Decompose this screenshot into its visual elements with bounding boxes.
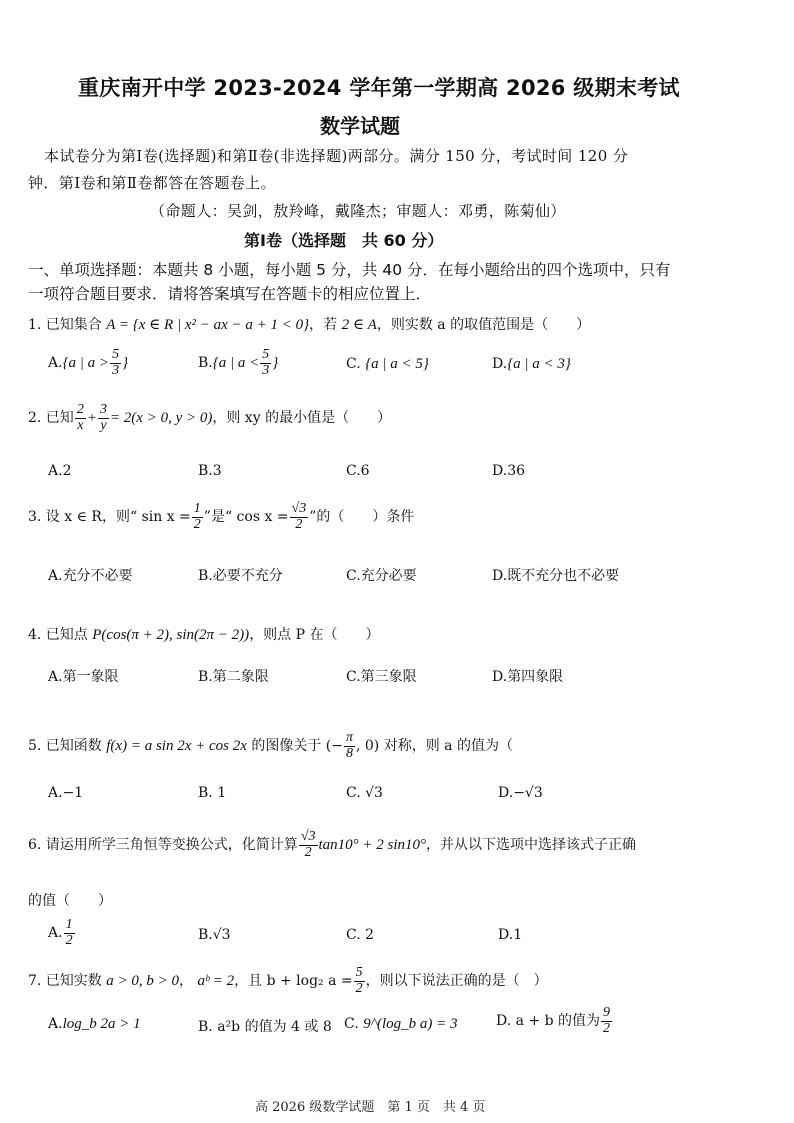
q1-stem-pre: 1. 已知集合 — [28, 317, 107, 333]
q2-option-d — [492, 463, 525, 479]
q2-option-a-text: 2 — [62, 463, 72, 479]
q3-option-b-label: B. — [198, 568, 213, 584]
q7-option-d-label: D. — [496, 1013, 512, 1030]
q6-fraction — [299, 830, 318, 860]
q4-option-b — [198, 666, 269, 686]
frac-num: √3 — [291, 501, 307, 516]
q7-fraction — [354, 966, 365, 996]
frac-den: 2 — [65, 932, 73, 948]
q6-option-c — [346, 927, 374, 943]
exam-title: 重庆南开中学 2023-2024 学年第一学期高 2026 级期末考试 — [78, 76, 680, 100]
q5-fraction — [344, 731, 355, 761]
q3-option-c — [346, 565, 417, 585]
q5-option-d-text: −√3 — [513, 785, 543, 801]
q7-option-c — [344, 1016, 457, 1033]
q2-option-a-label: A. — [48, 463, 63, 479]
q3-fraction-2 — [290, 502, 309, 532]
q3-option-a — [48, 565, 133, 585]
q3-stem-post: ”的（ ）条件 — [309, 509, 415, 526]
q1-condition: 2 ∈ A — [341, 317, 377, 333]
q1-option-b-label: B. — [198, 355, 213, 372]
q4-stem-pre: 4. 已知点 — [28, 627, 93, 643]
q5-option-c-text: √3 — [365, 785, 383, 801]
question-6-stem-line-2: 的值（ ） — [28, 893, 112, 909]
q5-option-b-text: 1 — [217, 785, 227, 801]
q7-stem-mid-2: ，且 b + log₂ a = — [234, 973, 353, 990]
frac-num: 5 — [262, 347, 270, 362]
question-5-stem — [28, 731, 513, 761]
frac-den: y — [100, 417, 107, 433]
frac-num: 5 — [112, 347, 120, 362]
q6-stem-post: ，并从以下选项中选择该式子正确 — [426, 837, 637, 854]
q3-option-a-text: 充分不必要 — [62, 568, 133, 584]
q4-option-a-label: A. — [48, 669, 63, 685]
q3-option-d — [492, 565, 619, 585]
q1-option-a-fraction — [110, 348, 121, 378]
question-2-stem — [28, 403, 391, 433]
q3-option-c-text: 充分必要 — [360, 568, 417, 584]
q5-stem-mid: 的图像关于 (− — [246, 738, 343, 755]
q1-option-a-label: A. — [48, 355, 63, 372]
q2-fraction-1 — [75, 403, 86, 433]
exam-subtitle: 数学试题 — [320, 114, 400, 138]
frac-den: 3 — [112, 362, 120, 378]
q7-option-a — [48, 1016, 141, 1033]
frac-den: x — [77, 417, 84, 433]
frac-num: 1 — [65, 917, 73, 932]
q2-option-b-label: B. — [198, 463, 213, 479]
q5-option-a — [48, 785, 83, 801]
instruction-line-1: 一、单项选择题：本题共 8 小题，每小题 5 分，共 40 分．在每小题给出的四个选项中，只有 — [28, 261, 671, 279]
question-7-stem — [28, 966, 548, 996]
q5-option-b — [198, 785, 226, 801]
q1-option-a-post: } — [122, 355, 129, 372]
q5-option-d-label: D. — [498, 785, 514, 801]
q6-option-c-label: C. — [346, 927, 361, 943]
q2-option-b-text: 3 — [212, 463, 222, 479]
q5-option-d — [498, 785, 543, 801]
frac-den: 2 — [603, 1020, 611, 1036]
q3-option-b — [198, 565, 283, 585]
q5-stem-post: , 0) 对称，则 a 的值为（ — [356, 738, 513, 755]
q6-option-a-fraction — [64, 918, 75, 948]
q4-option-c-text: 第三象限 — [360, 669, 417, 685]
frac-den: 2 — [355, 980, 363, 996]
q4-option-c — [346, 666, 417, 686]
frac-den: 3 — [262, 362, 270, 378]
section-heading: 第Ⅰ卷（选择题 共 60 分） — [244, 231, 444, 250]
q6-option-d-text: 1 — [513, 927, 523, 943]
question-3-stem — [28, 502, 414, 532]
q7-option-d-pre: a + b 的值为 — [515, 1013, 601, 1030]
q7-option-d — [496, 1006, 613, 1036]
q6-option-d — [498, 927, 522, 943]
q6-option-c-text: 2 — [365, 927, 375, 943]
q5-option-a-label: A. — [48, 785, 63, 801]
q5-option-b-label: B. — [198, 785, 213, 801]
q1-option-c — [346, 356, 429, 373]
q7-option-b — [198, 1016, 332, 1036]
q4-option-d-label: D. — [492, 669, 508, 685]
q7-option-c-text: 9^(log_b a) = 3 — [363, 1016, 458, 1032]
q4-option-a — [48, 666, 119, 686]
frac-den: 8 — [345, 745, 353, 761]
q5-option-c-label: C. — [346, 785, 361, 801]
q3-option-b-text: 必要不充分 — [212, 568, 283, 584]
question-4-stem — [28, 624, 380, 644]
q3-fraction-1 — [192, 502, 203, 532]
q4-option-c-label: C. — [346, 669, 361, 685]
q3-option-d-label: D. — [492, 568, 508, 584]
frac-num: 3 — [99, 402, 107, 417]
q1-option-b — [198, 348, 278, 378]
q2-stem-pre: 2. 已知 — [28, 410, 74, 427]
frac-num: 2 — [76, 402, 84, 417]
q7-option-b-label: B. — [198, 1019, 213, 1035]
q7-condition-1: a > 0, b > 0 — [106, 973, 180, 990]
authors-line: （命题人：吴剑，敖羚峰，戴隆杰；审题人：邓勇，陈菊仙） — [150, 202, 566, 220]
q4-option-a-text: 第一象限 — [62, 669, 119, 685]
q1-option-b-fraction — [260, 348, 271, 378]
q6-option-b-label: B. — [198, 927, 213, 943]
q2-stem-post: ，则 xy 的最小值是（ ） — [212, 410, 392, 427]
q6-expression: tan10° + 2 sin10° — [318, 837, 427, 854]
q6-stem-pre: 6. 请运用所学三角恒等变换公式，化简计算 — [28, 837, 298, 854]
q6-option-a-label: A. — [48, 925, 63, 942]
q2-option-d-text: 36 — [507, 463, 526, 479]
q1-option-b-post: } — [272, 355, 279, 372]
q1-option-b-pre: {a | a < — [212, 355, 260, 372]
q7-option-a-text: log_b 2a > 1 — [62, 1016, 141, 1032]
q1-option-d-label: D. — [492, 356, 508, 372]
q2-equation: = 2(x > 0, y > 0) — [109, 410, 213, 427]
page-footer: 高 2026 级数学试题 第 1 页 共 4 页 — [255, 1100, 486, 1115]
q5-option-a-text: −1 — [62, 785, 84, 801]
q3-stem-pre: 3. 设 x ∈ R，则“ sin x = — [28, 509, 191, 526]
q1-option-d — [492, 356, 571, 373]
q4-option-d-text: 第四象限 — [507, 669, 564, 685]
q6-option-b-text: √3 — [212, 927, 231, 943]
q2-option-c-text: 6 — [360, 463, 370, 479]
q6-option-d-label: D. — [498, 927, 514, 943]
q5-stem-pre: 5. 已知函数 — [28, 738, 107, 755]
intro-line-1: 本试卷分为第Ⅰ卷(选择题)和第Ⅱ卷(非选择题)两部分。满分 150 分，考试时间 120 分 — [44, 147, 629, 165]
q2-plus: + — [86, 410, 97, 427]
q3-stem-mid: ”是“ cos x = — [203, 509, 289, 526]
question-6-stem — [28, 830, 636, 860]
q1-option-c-label: C. — [346, 356, 361, 372]
q5-function: f(x) = a sin 2x + cos 2x — [106, 738, 247, 755]
q4-option-b-label: B. — [198, 669, 213, 685]
question-1-stem — [28, 314, 590, 334]
q2-option-a — [48, 463, 71, 479]
q7-stem-pre: 7. 已知实数 — [28, 973, 107, 990]
q1-option-d-text: {a | a < 3} — [507, 356, 571, 372]
intro-line-2: 钟．第Ⅰ卷和第Ⅱ卷都答在答题卷上。 — [28, 174, 276, 192]
q6-option-b — [198, 927, 231, 943]
q2-fraction-2 — [98, 403, 109, 433]
q5-option-c — [346, 785, 383, 801]
q1-stem-mid: ，若 — [309, 317, 342, 333]
q4-stem-post: ，则点 P 在（ ） — [249, 627, 380, 643]
q1-option-a-pre: {a | a > — [62, 355, 110, 372]
q1-set-expression: A = {x ∈ R | x² − ax − a + 1 < 0} — [106, 317, 310, 333]
frac-num: 9 — [603, 1005, 611, 1020]
q7-condition-2: aᵇ = 2 — [197, 973, 235, 990]
frac-num: π — [345, 730, 353, 745]
q3-option-a-label: A. — [48, 568, 63, 584]
q1-option-a — [48, 348, 128, 378]
frac-den: 2 — [304, 844, 312, 860]
q4-option-d — [492, 666, 563, 686]
frac-den: 2 — [295, 516, 303, 532]
q7-option-c-label: C. — [344, 1016, 359, 1032]
q1-stem-post: ，则实数 a 的取值范围是（ ） — [376, 317, 591, 333]
q7-option-d-fraction — [601, 1006, 612, 1036]
frac-den: 2 — [193, 516, 201, 532]
frac-num: 5 — [355, 965, 363, 980]
q7-stem-mid: ， — [179, 973, 198, 990]
instruction-line-2: 一项符合题目要求．请将答案填写在答题卡的相应位置上． — [28, 285, 432, 303]
q6-option-a — [48, 918, 76, 948]
q4-point-expression: P(cos(π + 2), sin(2π − 2)) — [92, 627, 250, 643]
q7-option-a-label: A. — [48, 1016, 63, 1032]
frac-num: 1 — [193, 501, 201, 516]
q4-option-b-text: 第二象限 — [212, 669, 269, 685]
q2-option-c — [346, 463, 370, 479]
q2-option-d-label: D. — [492, 463, 508, 479]
q2-option-c-label: C. — [346, 463, 361, 479]
q3-option-d-text: 既不充分也不必要 — [507, 568, 620, 584]
q2-option-b — [198, 463, 222, 479]
frac-num: √3 — [300, 829, 316, 844]
q7-stem-post: ，则以下说法正确的是（ ） — [365, 973, 548, 990]
q7-option-b-text: a²b 的值为 4 或 8 — [217, 1019, 332, 1035]
q3-option-c-label: C. — [346, 568, 361, 584]
q1-option-c-text: {a | a < 5} — [365, 356, 429, 372]
